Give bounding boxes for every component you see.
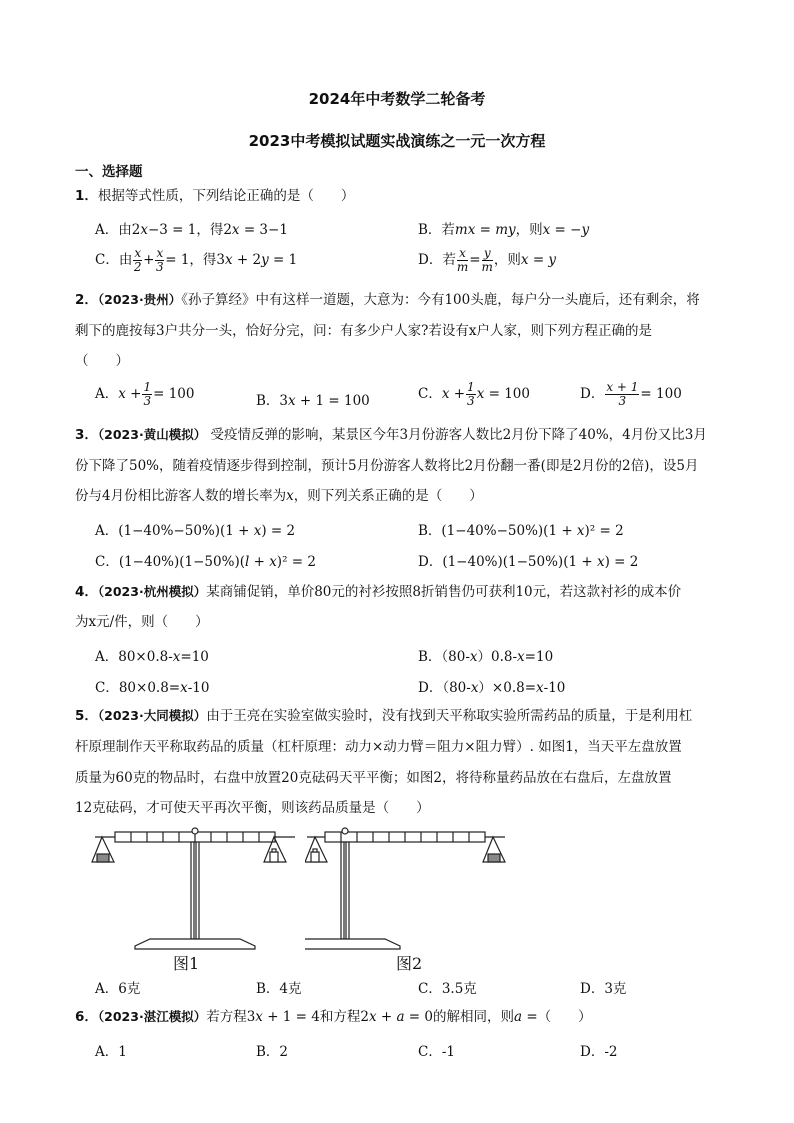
fraction [142, 381, 152, 408]
numerator: x [457, 247, 468, 261]
question-text: 《孙子算经》中有这样一道题，大意为：今有100头鹿，每户分一头鹿后，还有剩余，将 [181, 292, 700, 308]
title-line-2: 2023中考模拟试题实战演练之一元一次方程 [248, 132, 546, 150]
q4-option-a: A．80×0.8-𝑥=10 [95, 649, 209, 665]
q6-option-b: B．2 [256, 1044, 289, 1060]
figure-1-caption: 图1 [173, 954, 200, 973]
question-source: （2023·杭州模拟） [97, 584, 207, 599]
q2-option-b: B．3𝑥 + 1 = 100 [256, 393, 370, 409]
q3-option-c: C．(1−40%)(1−50%)(𝑙 + 𝑥)² = 2 [95, 554, 316, 570]
q5-option-c: C．3.5克 [418, 981, 477, 997]
numerator: 1 [143, 380, 152, 394]
question-number: 1． [75, 188, 98, 204]
option-text: D．若 [418, 252, 456, 268]
denominator: 3 [618, 394, 627, 408]
numerator: y [482, 247, 493, 261]
numerator: 1 [467, 380, 475, 394]
question-5 [75, 706, 692, 726]
fraction [457, 247, 468, 274]
question-4 [75, 582, 681, 602]
q2-option-d [580, 381, 682, 408]
operator: = [469, 252, 481, 268]
q2-option-a [95, 381, 194, 408]
question-number: 3． [75, 427, 98, 443]
question-text: 受疫情反弹的影响，某景区今年3月份游客人数比2月份下降了40%，4月份又比3月 [206, 427, 707, 443]
question-number: 4． [75, 584, 98, 600]
fraction [605, 381, 639, 408]
question-number: 6． [75, 1009, 98, 1025]
q5-option-d: D．3克 [580, 981, 627, 997]
denominator: m [481, 260, 493, 274]
q1-option-d [418, 247, 556, 274]
q4-option-d: D．（80-𝑥）×0.8=𝑥-10 [418, 680, 566, 696]
question-number: 5． [75, 708, 98, 724]
q4-line-2: 为x元/件，则（ ） [75, 614, 209, 630]
title-line-1: 2024年中考数学二轮备考 [308, 90, 486, 108]
denominator: 3 [143, 394, 152, 408]
fraction [482, 247, 493, 274]
question-2 [75, 290, 700, 310]
option-text: 𝑥 = 100 [476, 386, 530, 402]
question-text: 若方程3𝑥 + 1 = 4和方程2𝑥 + 𝑎 = 0的解相同，则𝑎 =（ ） [206, 1009, 592, 1025]
fraction [155, 247, 164, 274]
question-source: （2023·湛江模拟） [97, 1009, 207, 1024]
denominator: 3 [467, 394, 475, 408]
q5-line-2: 杆原理制作天平称取药品的质量（杠杆原理：动力×动力臂＝阻力×阻力臂）. 如图1，当天平左盘放置 [75, 739, 682, 755]
option-text: ，则𝑥 = 𝑦 [493, 252, 557, 268]
q3-option-b: B．(1−40%−50%)(1 + 𝑥)² = 2 [418, 523, 624, 539]
option-text: = 100 [640, 386, 682, 402]
q3-option-d: D．(1−40%)(1−50%)(1 + 𝑥) = 2 [418, 554, 639, 570]
q1-option-a: A．由2𝑥−3 = 1，得2𝑥 = 3−1 [95, 222, 288, 238]
option-text: A．𝑥 + [95, 386, 142, 402]
q5-line-3: 质量为60克的物品时，右盘中放置20克砝码天平平衡；如图2，将待称量药品放在右盘后，左盘放置 [75, 770, 672, 786]
q1-option-b: B．若𝑚𝑥 = 𝑚𝑦，则𝑥 = −𝑦 [418, 222, 590, 238]
question-text: 由于王亮在实验室做实验时，没有找到天平称取实验所需药品的质量，于是利用杠 [206, 708, 693, 724]
figure-2-caption: 图2 [396, 954, 423, 973]
question-source: （2023·贵州） [97, 292, 182, 307]
q3-line-3: 份与4月份相比游客人数的增长率为𝑥，则下列关系正确的是（ ） [75, 488, 483, 504]
q4-option-c: C．80×0.8=𝑥-10 [95, 680, 210, 696]
option-text: C．𝑥 + [418, 386, 466, 402]
denominator: 3 [156, 260, 164, 274]
q3-line-2: 份下降了50%，随着疫情逐步得到控制，预计5月份游客人数将比2月份翻一番(即是2月份的2倍)，设5月 [75, 458, 699, 474]
fraction [466, 381, 476, 408]
q5-line-4: 12克砝码，才可使天平再次平衡，则该药品质量是（ ） [75, 800, 430, 816]
q5-option-a: A．6克 [95, 981, 141, 997]
option-text: D． [580, 386, 605, 402]
question-source: （2023·大同模拟） [97, 708, 207, 723]
q5-option-b: B．4克 [256, 981, 302, 997]
numerator: x [156, 246, 164, 260]
question-number: 2． [75, 292, 98, 308]
question-text: 某商铺促销，单价80元的衬衫按照8折销售仍可获利10元，若这款衬衫的成本价 [206, 584, 682, 600]
option-text: = 1，得3𝑥 + 2𝑦 = 1 [165, 252, 298, 268]
section-heading: 一、选择题 [75, 164, 143, 180]
denominator: m [456, 260, 469, 274]
fraction [133, 247, 142, 274]
q6-option-a: A．1 [95, 1044, 127, 1060]
numerator: x + 1 [606, 380, 639, 394]
question-1 [75, 186, 354, 206]
denominator: 2 [133, 260, 142, 274]
q4-option-b: B．（80-𝑥）0.8-𝑥=10 [418, 649, 554, 665]
question-3 [75, 425, 707, 445]
question-text: 根据等式性质，下列结论正确的是（ ） [97, 188, 355, 204]
q3-option-a: A．(1−40%−50%)(1 + 𝑥) = 2 [95, 523, 296, 539]
question-source: （2023·黄山模拟） [97, 427, 207, 442]
option-text: C．由 [95, 252, 133, 268]
operator: + [143, 252, 155, 268]
question-6 [75, 1007, 592, 1027]
option-text: = 100 [153, 386, 195, 402]
q2-line-3: （ ） [75, 353, 129, 369]
numerator: x [134, 246, 142, 260]
q2-option-c [418, 381, 530, 408]
q1-option-c [95, 247, 297, 274]
q6-option-d: D．-2 [580, 1044, 618, 1060]
q6-option-c: C．-1 [418, 1044, 455, 1060]
q2-line-2: 剩下的鹿按每3户共分一头，恰好分完，问：有多少户人家?若设有x户人家，则下列方程正确的是 [75, 323, 652, 339]
